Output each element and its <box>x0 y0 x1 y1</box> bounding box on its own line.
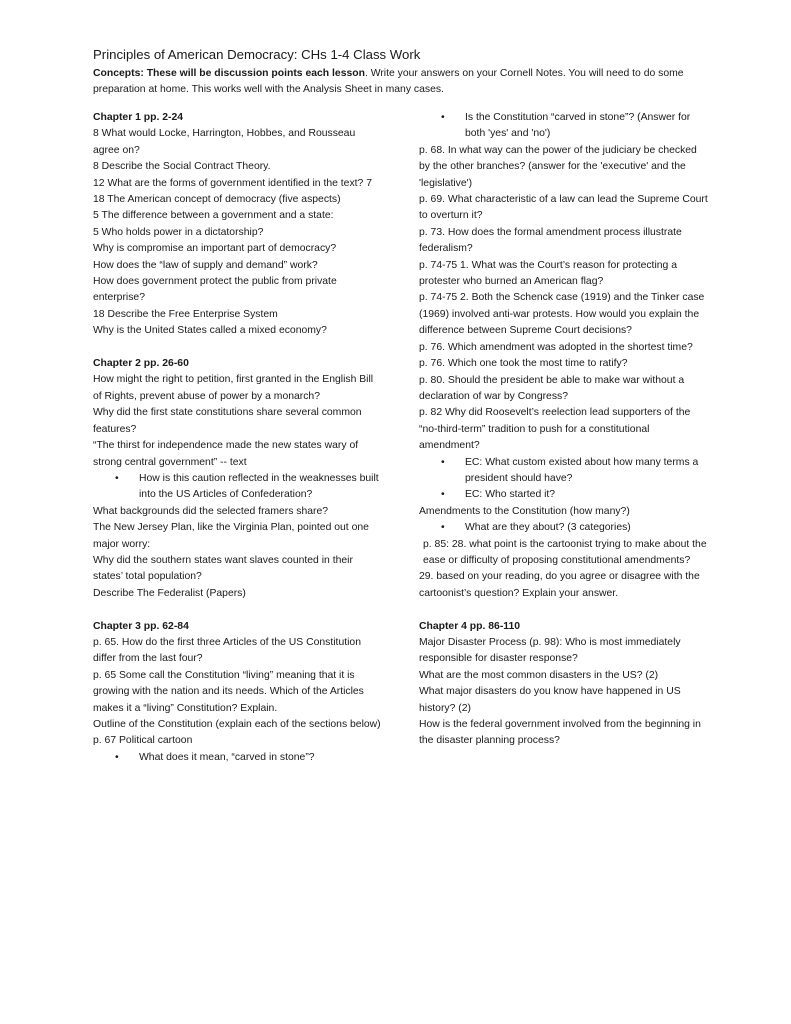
left-column <box>93 110 383 766</box>
chapter2-line: How might the right to petition, first granted in the English Bill of Rights, prevent abuse of power by a monarch? <box>93 374 374 402</box>
spacer <box>93 340 383 356</box>
bullet-text: Is the Constitution “carved in stone”? (Answer for both 'yes' and 'no') <box>465 112 691 140</box>
spacer <box>93 602 383 618</box>
intro-paragraph <box>93 66 713 99</box>
chapter1-line: 12 What are the forms of government identified in the text? 7 <box>93 177 372 189</box>
right-line: p. 82 Why did Roosevelt’s reelection lead supporters of the “no-third-term” tradition to push for a constitutional amendment? <box>419 407 691 452</box>
bullet-text: EC: Who started it? <box>465 489 556 501</box>
chapter1-line: 8 Describe the Social Contract Theory. <box>93 161 271 173</box>
right-line: p. 80. Should the president be able to make war without a declaration of war by Congress? <box>419 374 685 402</box>
chapter4-line: What major disasters do you know have happened in US history? (2) <box>419 686 681 714</box>
ec-bullet <box>419 487 709 503</box>
chapter1-line: 18 The American concept of democracy (five aspects) <box>93 194 341 206</box>
right-line: p. 68. In what way can the power of the judiciary be checked by the other branches? (answer for the 'executive' and the 'legislative') <box>419 144 697 189</box>
chapter2-line: The New Jersey Plan, like the Virginia Plan, pointed out one major worry: <box>93 522 369 550</box>
bullet-icon: • <box>441 522 445 534</box>
chapter1-line: How does government protect the public from private enterprise? <box>93 276 337 304</box>
chapter1-line: Why is the United States called a mixed economy? <box>93 325 327 337</box>
bullet-icon: • <box>441 489 445 501</box>
right-column <box>419 110 709 750</box>
chapter1-heading: Chapter 1 pp. 2-24 <box>93 112 184 123</box>
page-title: Principles of American Democracy: CHs 1-4 Class Work <box>93 47 421 62</box>
right-line: p. 74-75 1. What was the Court’s reason for protecting a protester who burned an American flag? <box>419 259 677 288</box>
question-29: 29. based on your reading, do you agree or disagree with the cartoonist’s question? Explain your answer. <box>419 571 700 599</box>
bullet-text: EC: What custom existed about how many terms a president should have? <box>465 456 699 484</box>
chapter2-line: What backgrounds did the selected framers share? <box>93 505 329 517</box>
right-bullet-top <box>419 110 709 143</box>
chapter1-line: How does the “law of supply and demand” work? <box>93 259 318 271</box>
chapter1-line: 18 Describe the Free Enterprise System <box>93 308 278 320</box>
chapter2-line: “The thirst for independence made the new states wary of strong central government” -- text <box>93 440 359 468</box>
chapter3-line: p. 67 Political cartoon <box>93 735 193 747</box>
intro-bold: Concepts: These will be discussion points each lesson <box>93 68 365 79</box>
chapter2-line: Describe The Federalist (Papers) <box>93 587 246 599</box>
bullet-icon: • <box>115 751 119 763</box>
right-line: p. 76. Which one took the most time to ratify? <box>419 358 628 370</box>
right-line: p. 76. Which amendment was adopted in the shortest time? <box>419 341 693 353</box>
bullet-text: What does it mean, “carved in stone”? <box>139 751 315 763</box>
chapter2-line: Why did the first state constitutions share several common features? <box>93 407 362 435</box>
chapter4-heading: Chapter 4 pp. 86-110 <box>419 620 521 632</box>
chapter3-line: Outline of the Constitution (explain each of the sections below) <box>93 719 381 730</box>
chapter1-line: Why is compromise an important part of democracy? <box>93 243 337 255</box>
bullet-icon: • <box>441 112 445 123</box>
chapter2-line: Why did the southern states want slaves counted in their states’ total population? <box>93 554 353 583</box>
amendments-line: Amendments to the Constitution (how many?) <box>419 505 630 517</box>
amendments-bullet <box>419 520 709 536</box>
chapter2-bullet <box>93 471 383 504</box>
chapter3-bullet <box>93 750 383 766</box>
chapter3-heading: Chapter 3 pp. 62-84 <box>93 620 189 632</box>
right-line: p. 74-75 2. Both the Schenck case (1919) and the Tinker case (1969) involved anti-war protests. How would you explain the difference between Supreme Court decisions? <box>419 292 705 337</box>
chapter3-line: p. 65 Some call the Constitution “living” meaning that it is growing with the nation and its needs. Which of the Articles makes it a “living” Constitution? Explain. <box>93 669 364 714</box>
bullet-icon: • <box>441 456 445 468</box>
chapter2-heading: Chapter 2 pp. 26-60 <box>93 358 189 370</box>
ec-bullet <box>419 455 709 488</box>
right-line: p. 73. How does the formal amendment process illustrate federalism? <box>419 226 682 255</box>
chapter1-line: 8 What would Locke, Harrington, Hobbes, and Rousseau agree on? <box>93 128 356 156</box>
chapter4-line: What are the most common disasters in the US? (2) <box>419 669 659 681</box>
bullet-text: How is this caution reflected in the weaknesses built into the US Articles of Confederation? <box>139 472 379 501</box>
right-line: p. 69. What characteristic of a law can lead the Supreme Court to overturn it? <box>419 194 708 222</box>
chapter4-line: How is the federal government involved from the beginning in the disaster planning process? <box>419 719 701 747</box>
chapter1-line: 5 Who holds power in a dictatorship? <box>93 226 264 238</box>
intro-text: . Write your answers on your Cornell Notes. You will need to do some preparation at home. This works well with the Analysis Sheet in many cases. <box>93 68 684 96</box>
bullet-icon: • <box>115 472 119 484</box>
spacer <box>419 602 709 618</box>
bullet-text: What are they about? (3 categories) <box>465 522 631 534</box>
chapter3-line: p. 65. How do the first three Articles of the US Constitution differ from the last four? <box>93 636 361 665</box>
chapter1-line: 5 The difference between a government and a state: <box>93 210 334 222</box>
cartoon-question: p. 85: 28. what point is the cartoonist trying to make about the ease or difficulty of proposing constitutional amendments? <box>423 538 707 566</box>
chapter4-line: Major Disaster Process (p. 98): Who is most immediately responsible for disaster response? <box>419 636 681 665</box>
